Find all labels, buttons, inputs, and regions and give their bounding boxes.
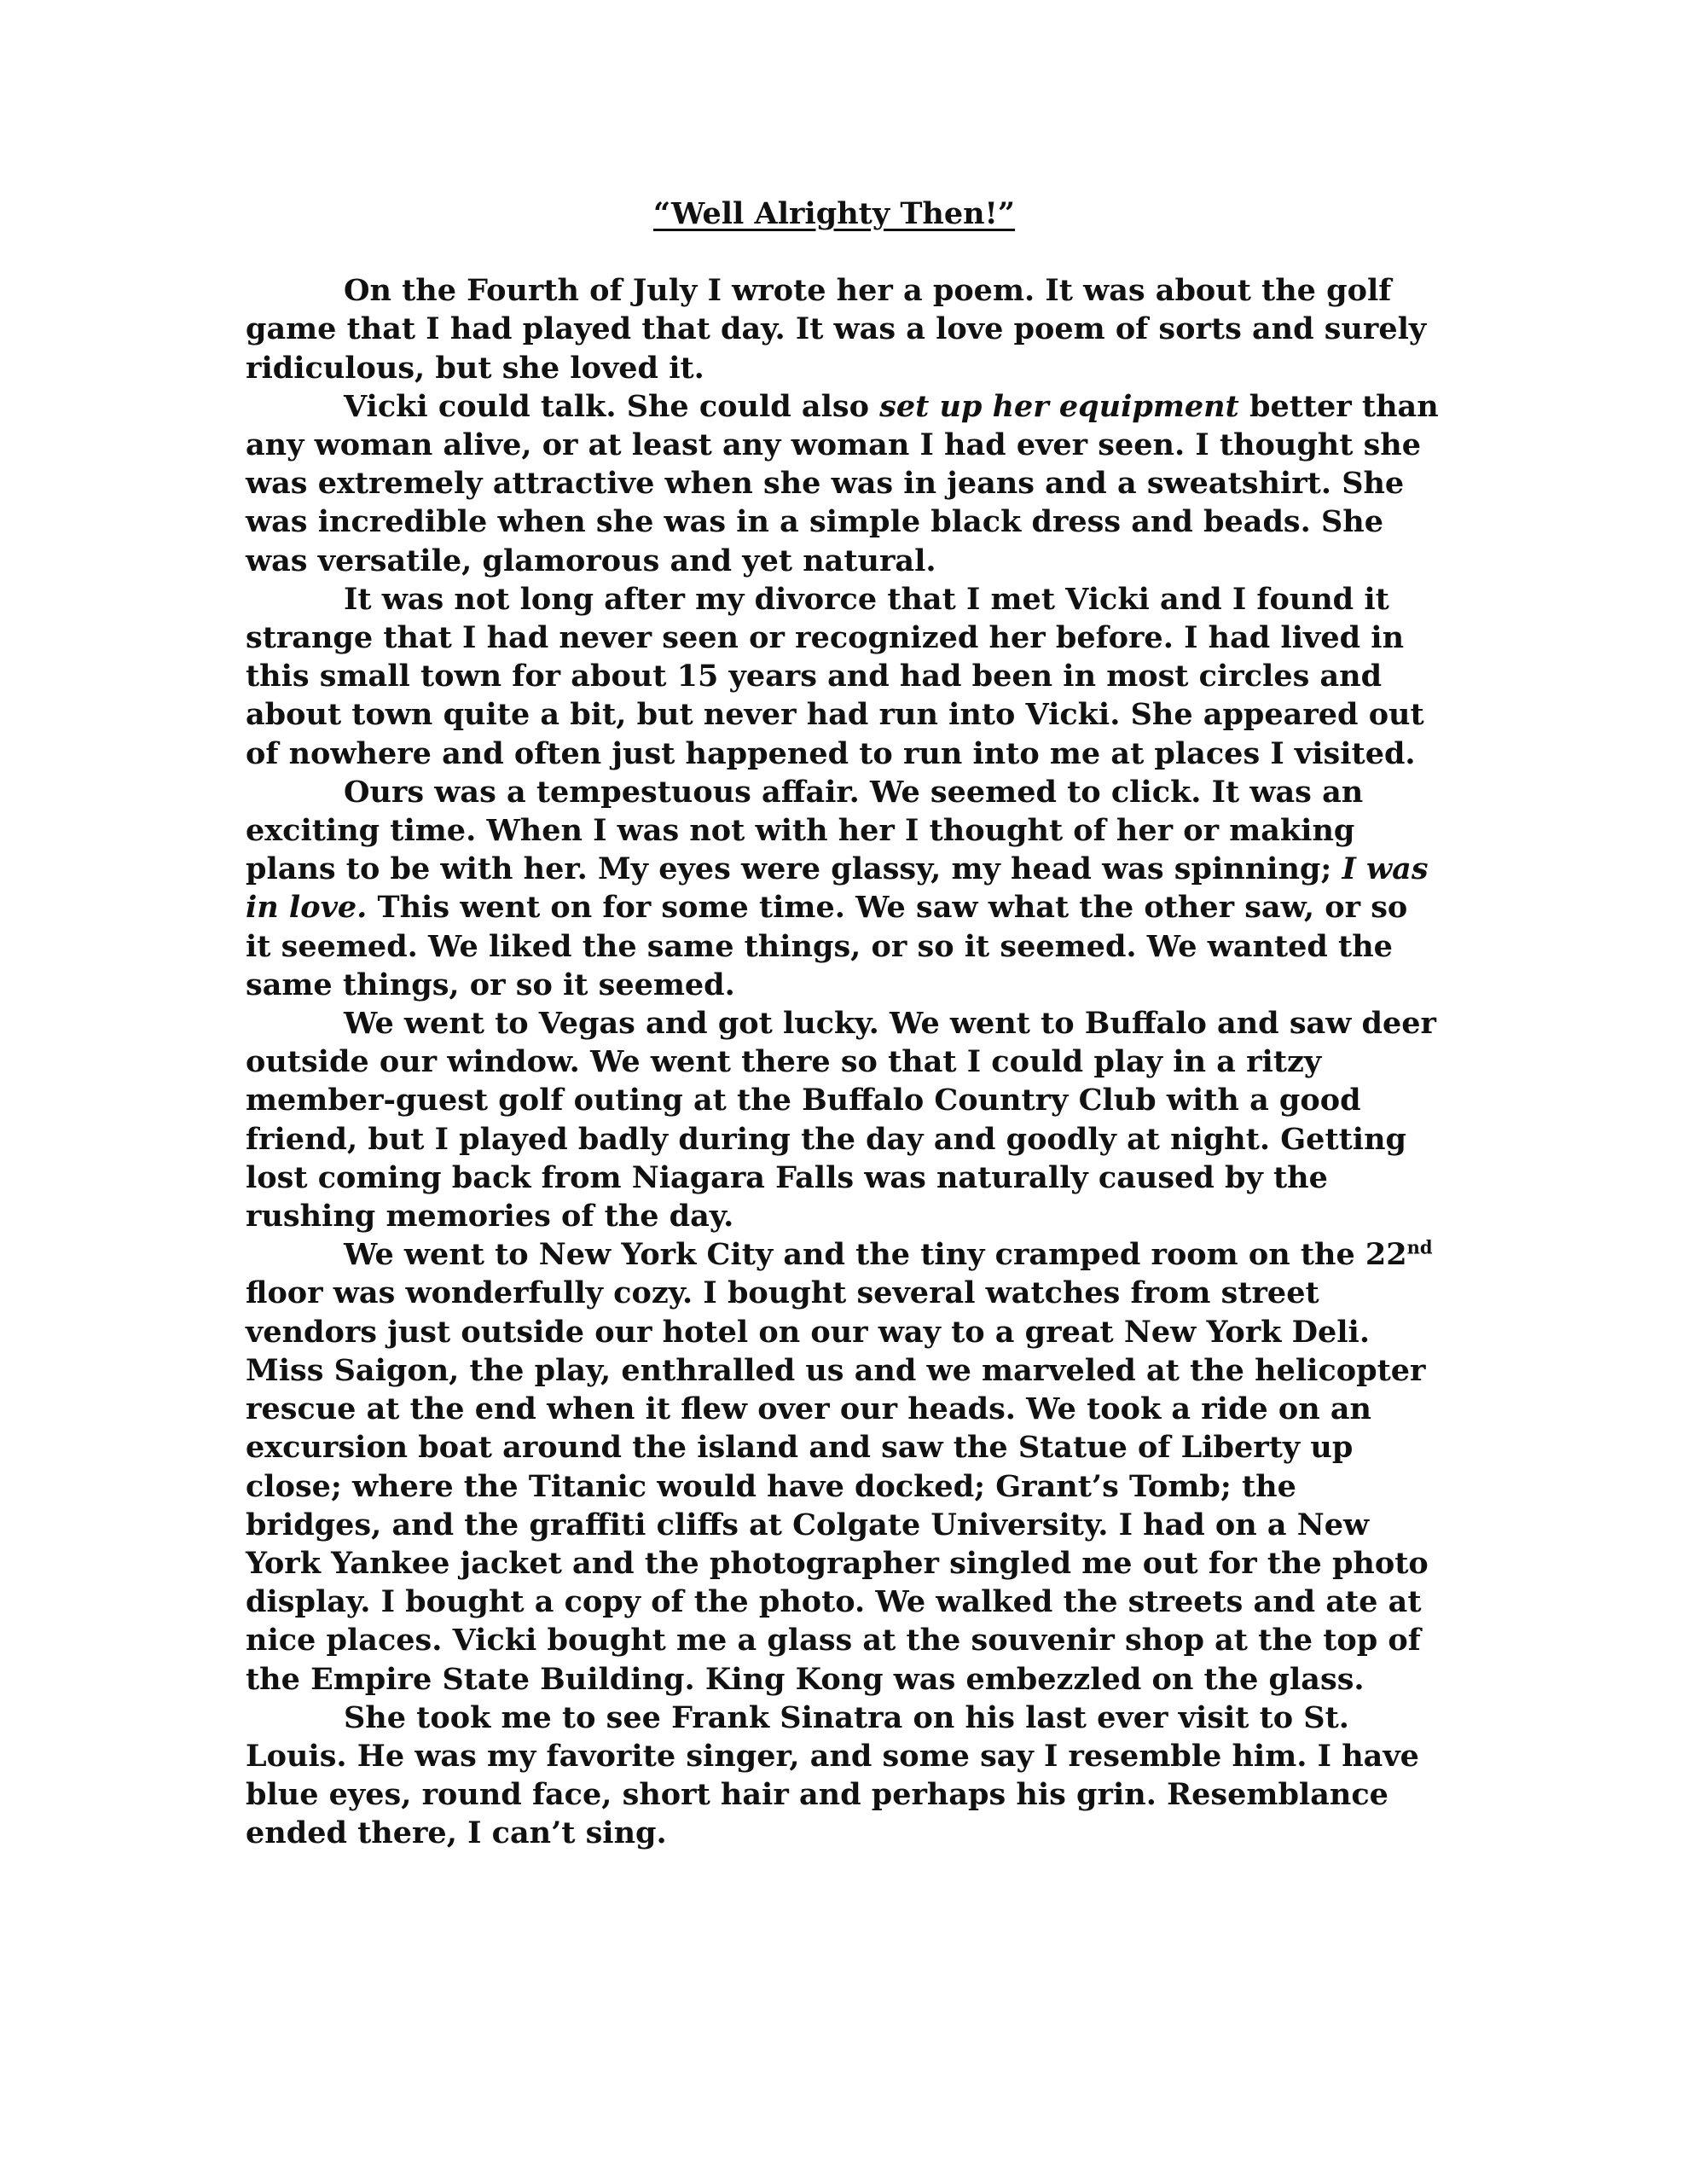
paragraph-text: We went to New York City and the tiny cramped room on the 22 — [344, 1237, 1407, 1273]
paragraph — [246, 773, 1440, 1004]
paragraph — [246, 387, 1440, 580]
paragraph-text: floor was wonderfully cozy. I bought several watches from street vendors just outside our hotel on our way to a great New York Deli. Miss Saigon, the play, enthralled us and we marveled at the helicopter rescue at the end when it flew over our heads. We took a ride on an excursion boat around the island and saw the Statue of Liberty up close; where the Titanic would have docked; Grant’s Tomb; the bridges, and the graffiti cliffs at Colgate University. I had on a New York Yankee jacket and the photographer singled me out for the photo display. I bought a copy of the photo. We walked the streets and ate at nice places. Vicki bought me a glass at the souvenir shop at the top of the Empire State Building. King Kong was embezzled on the glass. — [246, 1275, 1429, 1697]
document-body — [246, 271, 1440, 1852]
paragraph-text: Vicki could talk. She could also — [344, 388, 880, 424]
paragraph-text: This went on for some time. We saw what the other saw, or so it seemed. We liked the same things, or so it seemed. We wanted the same things, or so it seemed. — [246, 890, 1408, 1002]
paragraph — [246, 271, 1440, 387]
document-title: “Well Alrighty Then!” — [652, 196, 1016, 231]
paragraph — [246, 1004, 1440, 1235]
italic-text: I was in love. — [246, 851, 1429, 926]
document-page — [246, 195, 1440, 1853]
paragraph-text: Ours was a tempestuous affair. We seemed to click. It was an exciting time. When I was not with her I thought of her or making plans to be with her. My eyes were glassy, my head was spinning; — [246, 774, 1364, 887]
paragraph-text: She took me to see Frank Sinatra on his last ever visit to St. Louis. He was my favorite singer, and some say I resemble him. I have blue eyes, round face, short hair and perhaps his grin. Resemblance ended there, I can’t sing. — [246, 1699, 1419, 1851]
paragraph-text: better than any woman alive, or at least any woman I had ever seen. I thought she was extremely attractive when she was in jeans and a sweatshirt. She was incredible when she was in a simple black dress and beads. She was versatile, glamorous and yet natural. — [246, 388, 1439, 578]
paragraph-text: We went to Vegas and got lucky. We went to Buffalo and saw deer outside our window. We went there so that I could play in a ritzy member-guest golf outing at the Buffalo Country Club with a good friend, but I played badly during the day and goodly at night. Getting lost coming back from Niagara Falls was naturally caused by the rushing memories of the day. — [246, 1006, 1436, 1234]
paragraph — [246, 1699, 1440, 1853]
paragraph-text: It was not long after my divorce that I met Vicki and I found it strange that I had never seen or recognized her before. I had lived in this small town for about 15 years and had been in most circles and about town quite a bit, but never had run into Vicki. She appeared out of nowhere and often just happened to run into me at places I visited. — [246, 581, 1424, 771]
paragraph-text: On the Fourth of July I wrote her a poem. It was about the golf game that I had played that day. It was a love poem of sorts and surely ridiculous, but she loved it. — [246, 273, 1427, 386]
superscript-text: nd — [1406, 1236, 1433, 1258]
paragraph — [246, 1235, 1440, 1698]
italic-text: set up her equipment — [879, 388, 1239, 424]
paragraph — [246, 580, 1440, 773]
